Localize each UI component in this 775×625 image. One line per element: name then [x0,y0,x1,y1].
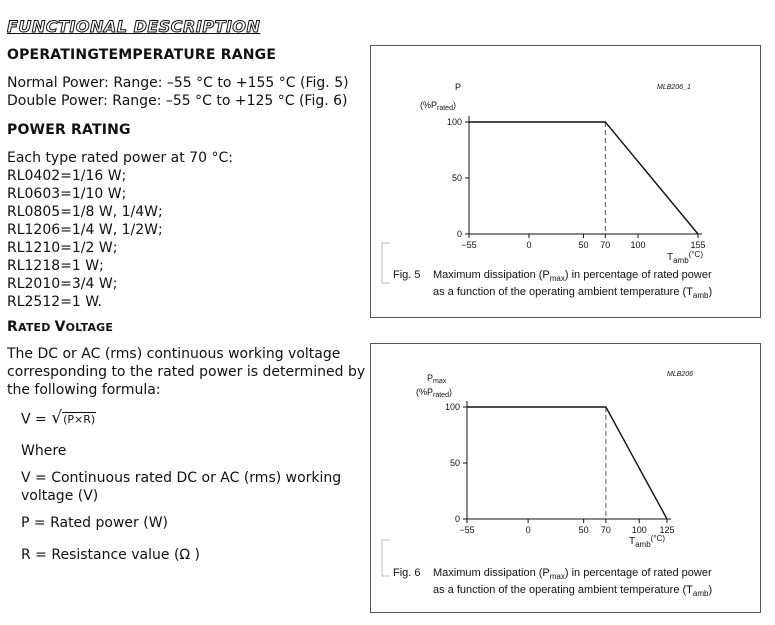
x-axis-label: $T_{amb}^{(^\circ C)}$ [667,250,703,265]
power-rating-item: RL0805=1/8 W, 1/4W; [7,204,163,220]
x-tick-label: 50 [578,525,589,535]
x-tick-label: −55 [461,240,477,250]
chart-id-label: MLB206_1 [657,84,691,91]
x-tick-label: 70 [600,525,611,535]
y-axis-unit: $(\%P_{rated})$ [416,387,452,399]
power-rating-item: RL1210=1/2 W; [7,240,118,256]
figure-caption-line1: Maximum dissipation $(P_{max})$ in percentage of rated power [433,567,712,581]
derating-curve [469,122,698,234]
y-tick-label: 50 [451,173,462,183]
formula-where: Where [21,443,67,459]
x-tick-label: 100 [630,240,646,250]
power-rating-item: RL0603=1/10 W; [7,186,127,202]
y-tick-label: 100 [444,402,460,412]
definition-r: R = Resistance value (Ω ) [21,547,201,563]
caption-bracket [382,540,390,576]
chart-axes [467,401,671,519]
x-tick-label: 100 [631,525,647,535]
y-tick-label: 0 [454,514,460,524]
rated-voltage-paragraph-line: the following formula: [7,382,161,398]
y-axis-unit: $(\%P_{rated})$ [420,100,456,112]
figure-caption-line2: as a function of the operating ambient temperature $(T_{amb})$ [433,286,713,300]
figure-caption-number: Fig. 6 [393,567,421,579]
definition-v-cont: voltage (V) [21,488,99,504]
figure-6-chart [371,344,760,612]
y-tick-label: 0 [456,229,462,239]
power-rating-item: RL2010=3/4 W; [7,276,118,292]
operating-normal-line: Normal Power: Range: –55 °C to +155 °C (Fig. 5) [7,75,349,91]
power-rating-item: RL0402=1/16 W; [7,168,127,184]
voltage-formula [21,410,96,429]
figure-6-box [370,343,761,613]
y-axis-title: $P_{max}$ [427,373,447,385]
definition-v: V = Continuous rated DC or AC (rms) working [21,470,342,486]
x-tick-label: 0 [526,240,532,250]
rated-voltage-paragraph-line: corresponding to the rated power is determined by [7,364,366,380]
figure-caption-line1: Maximum dissipation $(P_{max})$ in percentage of rated power [433,269,712,283]
x-tick-label: 70 [600,240,611,250]
x-tick-label: −55 [459,525,475,535]
square-root: √(P×R) [51,408,96,428]
x-tick-label: 50 [578,240,589,250]
chart-axes [469,116,702,234]
formula-radicand: (P×R) [63,413,96,426]
x-tick-label: 125 [659,525,675,535]
figure-caption-line2: as a function of the operating ambient temperature $(T_{amb})$ [433,584,713,598]
operating-temperature-heading: OPERATINGTEMPERATURE RANGE [7,47,277,63]
power-rating-item: RL1206=1/4 W, 1/2W; [7,222,163,238]
power-rating-heading: POWER RATING [7,122,131,138]
derating-curve [467,407,667,519]
y-tick-label: 50 [449,458,460,468]
definition-p: P = Rated power (W) [21,515,168,531]
x-tick-label: 155 [690,240,706,250]
chart-id-label: MLB206 [667,371,694,378]
formula-lhs: V = [21,411,47,428]
power-rating-item: RL2512=1 W. [7,294,102,310]
x-tick-label: 0 [525,525,531,535]
figure-5-box [370,45,761,318]
rated-voltage-paragraph-line: The DC or AC (rms) continuous working voltage [7,346,341,362]
rated-voltage-heading: RATED VOLTAGE [7,319,114,335]
y-tick-label: 100 [446,117,462,127]
power-rating-intro: Each type rated power at 70 °C: [7,150,233,166]
caption-bracket [382,243,390,283]
power-rating-item: RL1218=1 W; [7,258,104,274]
operating-double-line: Double Power: Range: –55 °C to +125 °C (Fig. 6) [7,93,348,109]
section-title: FUNCTIONAL DESCRIPTION [7,17,261,36]
figure-caption-number: Fig. 5 [393,269,421,281]
x-axis-label: $T_{amb}^{(^\circ C)}$ [629,534,665,549]
y-axis-title: P [455,82,462,92]
figure-5-chart [371,46,760,317]
